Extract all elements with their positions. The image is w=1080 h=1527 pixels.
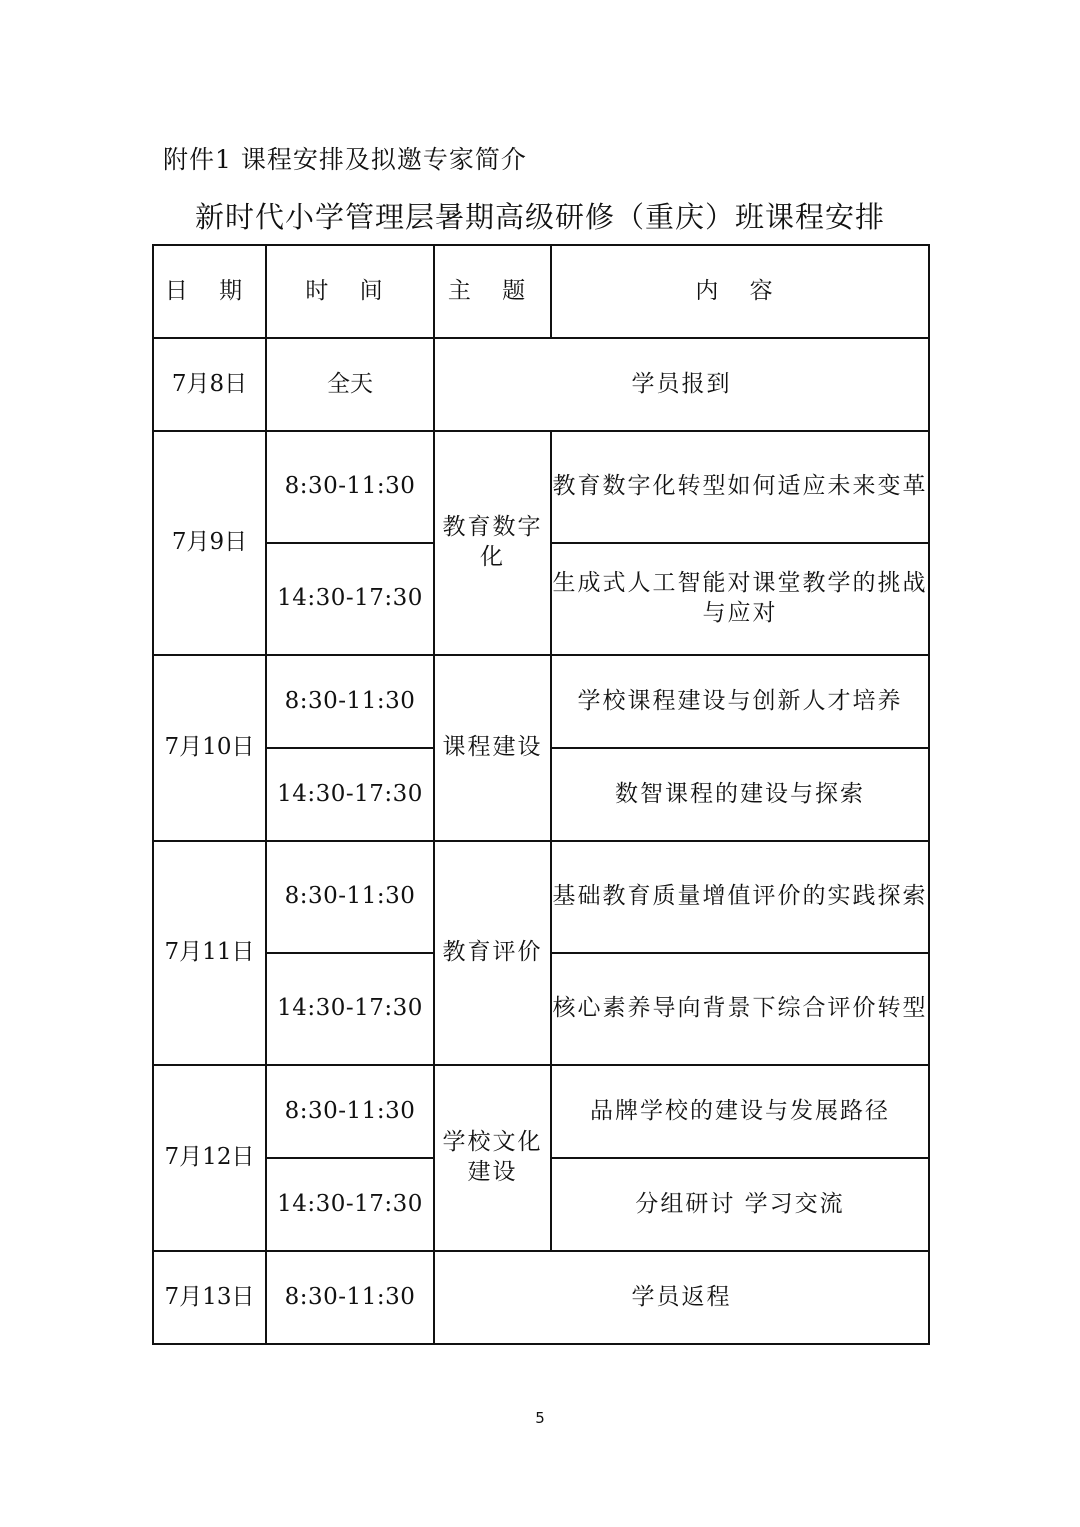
header-time: 时 间 xyxy=(266,245,434,338)
header-topic: 主 题 xyxy=(434,245,551,338)
time-cell: 14:30-17:30 xyxy=(266,1158,434,1251)
header-row xyxy=(153,245,929,338)
table-row xyxy=(153,338,929,431)
content-cell: 学员报到 xyxy=(434,338,929,431)
topic-cell: 教育评价 xyxy=(434,841,551,1065)
content-cell: 学校课程建设与创新人才培养 xyxy=(551,655,929,748)
date-cell: 7月9日 xyxy=(153,431,266,655)
time-cell: 全天 xyxy=(266,338,434,431)
content-cell: 学员返程 xyxy=(434,1251,929,1344)
time-cell: 8:30-11:30 xyxy=(266,431,434,543)
table-row xyxy=(153,841,929,953)
topic-cell: 课程建设 xyxy=(434,655,551,841)
content-cell: 生成式人工智能对课堂教学的挑战与应对 xyxy=(551,543,929,655)
date-cell: 7月12日 xyxy=(153,1065,266,1251)
date-cell: 7月8日 xyxy=(153,338,266,431)
date-cell: 7月13日 xyxy=(153,1251,266,1344)
attachment-label: 附件1 课程安排及拟邀专家简介 xyxy=(163,145,527,174)
content-cell: 品牌学校的建设与发展路径 xyxy=(551,1065,929,1158)
time-cell: 14:30-17:30 xyxy=(266,953,434,1065)
content-cell: 数智课程的建设与探索 xyxy=(551,748,929,841)
header-date: 日 期 xyxy=(153,245,266,338)
time-cell: 14:30-17:30 xyxy=(266,748,434,841)
table-row xyxy=(153,655,929,748)
content-cell: 教育数字化转型如何适应未来变革 xyxy=(551,431,929,543)
time-cell: 8:30-11:30 xyxy=(266,841,434,953)
topic-cell: 教育数字化 xyxy=(434,431,551,655)
content-cell: 分组研讨 学习交流 xyxy=(551,1158,929,1251)
page-title: 新时代小学管理层暑期高级研修（重庆）班课程安排 xyxy=(194,200,885,234)
page-number: 5 xyxy=(535,1409,545,1427)
content-cell: 基础教育质量增值评价的实践探索 xyxy=(551,841,929,953)
topic-cell: 学校文化建设 xyxy=(434,1065,551,1251)
time-cell: 8:30-11:30 xyxy=(266,1251,434,1344)
time-cell: 8:30-11:30 xyxy=(266,1065,434,1158)
table-row xyxy=(153,1251,929,1344)
table-row xyxy=(153,431,929,543)
date-cell: 7月11日 xyxy=(153,841,266,1065)
date-cell: 7月10日 xyxy=(153,655,266,841)
time-cell: 8:30-11:30 xyxy=(266,655,434,748)
time-cell: 14:30-17:30 xyxy=(266,543,434,655)
header-content: 内 容 xyxy=(551,245,929,338)
content-cell: 核心素养导向背景下综合评价转型 xyxy=(551,953,929,1065)
schedule-table xyxy=(152,244,930,1345)
table-row xyxy=(153,1065,929,1158)
